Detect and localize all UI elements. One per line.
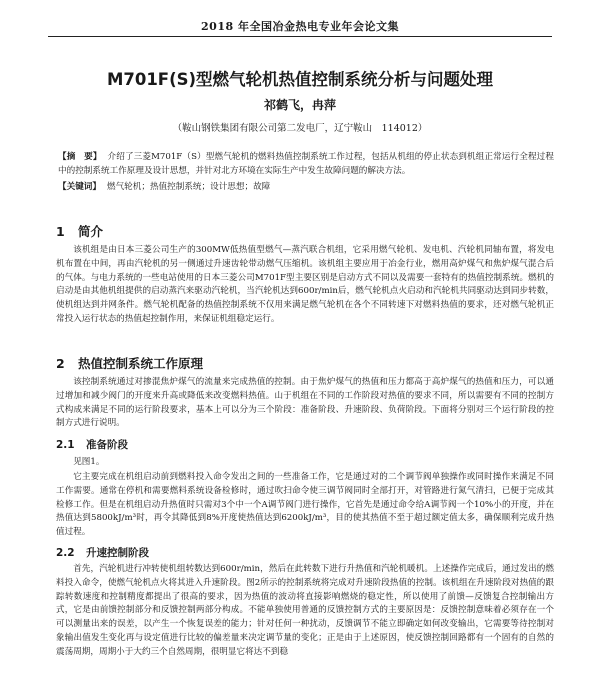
running-head: 2018 年全国冶金热电专业年会论文集 xyxy=(201,20,399,33)
section-1-paragraph: 该机组是由日本三菱公司生产的300MW低热值型燃气—蒸汽联合机组，它采用燃气轮机、发电机、汽轮机同轴布置，将发电机布置在中间，再由汽轮机的另一侧通过升速齿轮带动燃气压缩机。该机组主要应用于冶金行业，燃用高炉煤气和焦炉煤气混合后的气体。与电力系统的一些电站使用的日本三菱公司M701F型主要区别是启动方式不同以及需要一套特有的热值控制系统。燃机的启动是由其他机组提供的启动蒸汽来驱动汽轮机，当汽轮机达到600r/min后，燃气轮机点火启动和汽轮机共同驱动达到同步转数，使机组达到并网条件。燃气轮机配备的热值控制系统不仅用来满足燃气轮机在各个不同转速下对燃料热值的要求，还对燃气轮机正常投入运行状态的热值起控制作用，来保证机组稳定运行。 xyxy=(56,245,554,324)
section-number: 1 xyxy=(56,224,65,239)
section-heading-2 xyxy=(56,354,203,372)
keywords-text: 燃气轮机；热值控制系统；设计思想；故障 xyxy=(106,182,271,192)
subsection-title: 准备阶段 xyxy=(86,439,128,451)
authors: 祁鹤飞，冉萍 xyxy=(263,98,336,112)
paper-title: M701F(S)型燃气轮机热值控制系统分析与问题处理 xyxy=(106,70,494,89)
section-title: 简介 xyxy=(78,224,104,239)
keywords xyxy=(58,180,554,194)
keywords-tag: 【关键词】 xyxy=(58,182,101,192)
subsection-2-2-paragraph: 首先，汽轮机进行冲转使机组转数达到600r/min，然后在此转数下进行升热值和汽轮机暖机。上述操作完成后，通过发出的燃料投入命令，使燃气轮机点火将其进入升速阶段。图2所示的控制系统将完成对升速阶段热值的控制。该机组在升速阶段对热值的跟踪转数速度和控制精度都提出了很高的要求，因为热值的波动将直接影响燃烧的稳定性，所以使用了前馈—反馈复合控制输出方式，它是由前馈控制部分和反馈控制两部分构成。不能单独使用普通的反馈控制方式的主要原因是：反馈控制意味着必须存在一个可以测量出来的误差，以产生一个恢复误差的能力；针对任何一种扰动，反馈调节不能立即确定如何改变输出，它需要等待控制对象输出值发生变化再与设定值进行比较的偏差量来决定调节量的变化；正是由于上述原因，使反馈控制回路都有一个固有的自然的震荡周期，周期小于大约三个自然周期，很明显它将达不到稳 xyxy=(56,564,554,657)
subsection-2-1-paragraph: 它主要完成在机组启动前到燃料投入命令发出之间的一些准备工作，它是通过对的二个调节阀单独操作或同时操作来满足不同工作需要。通常在停机和需要燃料系统设备检修时，通过吹扫命令使三调节阀同时全部打开，对管路进行氮气清扫，已便于完成其检修工作。但是在机组启动升热值时只需对3个中一个A调节阀门进行操作，它首先是通过命令给A调节阀一个10%小的开度，并在热值达到5800kJ/m³时，再令其降低到8%开度使热值达到6200kJ/m³，目的使其热值不至于超过额定值太多，确保顺利完成升热值过程。 xyxy=(56,472,554,538)
section-title: 热值控制系统工作原理 xyxy=(78,356,204,371)
subsection-2-1-lead: 见图1。 xyxy=(73,457,105,467)
abstract-tag: 【摘 要】 xyxy=(58,152,102,162)
subsection-title: 升速控制阶段 xyxy=(86,547,149,559)
affiliation: （鞍山钢铁集团有限公司第二发电厂，辽宁鞍山 114012） xyxy=(172,123,428,134)
section-number: 2 xyxy=(56,356,65,371)
header-rule xyxy=(48,36,552,37)
abstract xyxy=(58,150,554,178)
subsection-number: 2.2 xyxy=(56,547,75,559)
subsection-heading-2-2 xyxy=(56,545,149,560)
section-heading-1 xyxy=(56,222,103,240)
section-2-paragraph: 该控制系统通过对掺混焦炉煤气的流量来完成热值的控制。由于焦炉煤气的热值和压力都高于高炉煤气的热值和压力，可以通过增加和减少阀门的开度来升高或降低来改变燃料热值。山于机组在不同的工作阶段对热值的要求不同，所以需要有不同的控制方式构成来满足不同的运行阶段要求，基本上可以分为三个阶段：准备阶段、升速阶段、负荷阶段。下面将分别对三个运行阶段的控制方式进行说明。 xyxy=(56,377,554,429)
subsection-heading-2-1 xyxy=(56,437,128,452)
abstract-text: 介绍了三菱M701F（S）型燃气轮机的燃料热值控制系统工作过程，包括从机组的停止状态到机组正常运行全程过程中的控制系统工作原理及设计思想，并针对北方环境在实际生产中发生故障问题的解决方法。 xyxy=(58,152,554,176)
subsection-number: 2.1 xyxy=(56,439,75,451)
